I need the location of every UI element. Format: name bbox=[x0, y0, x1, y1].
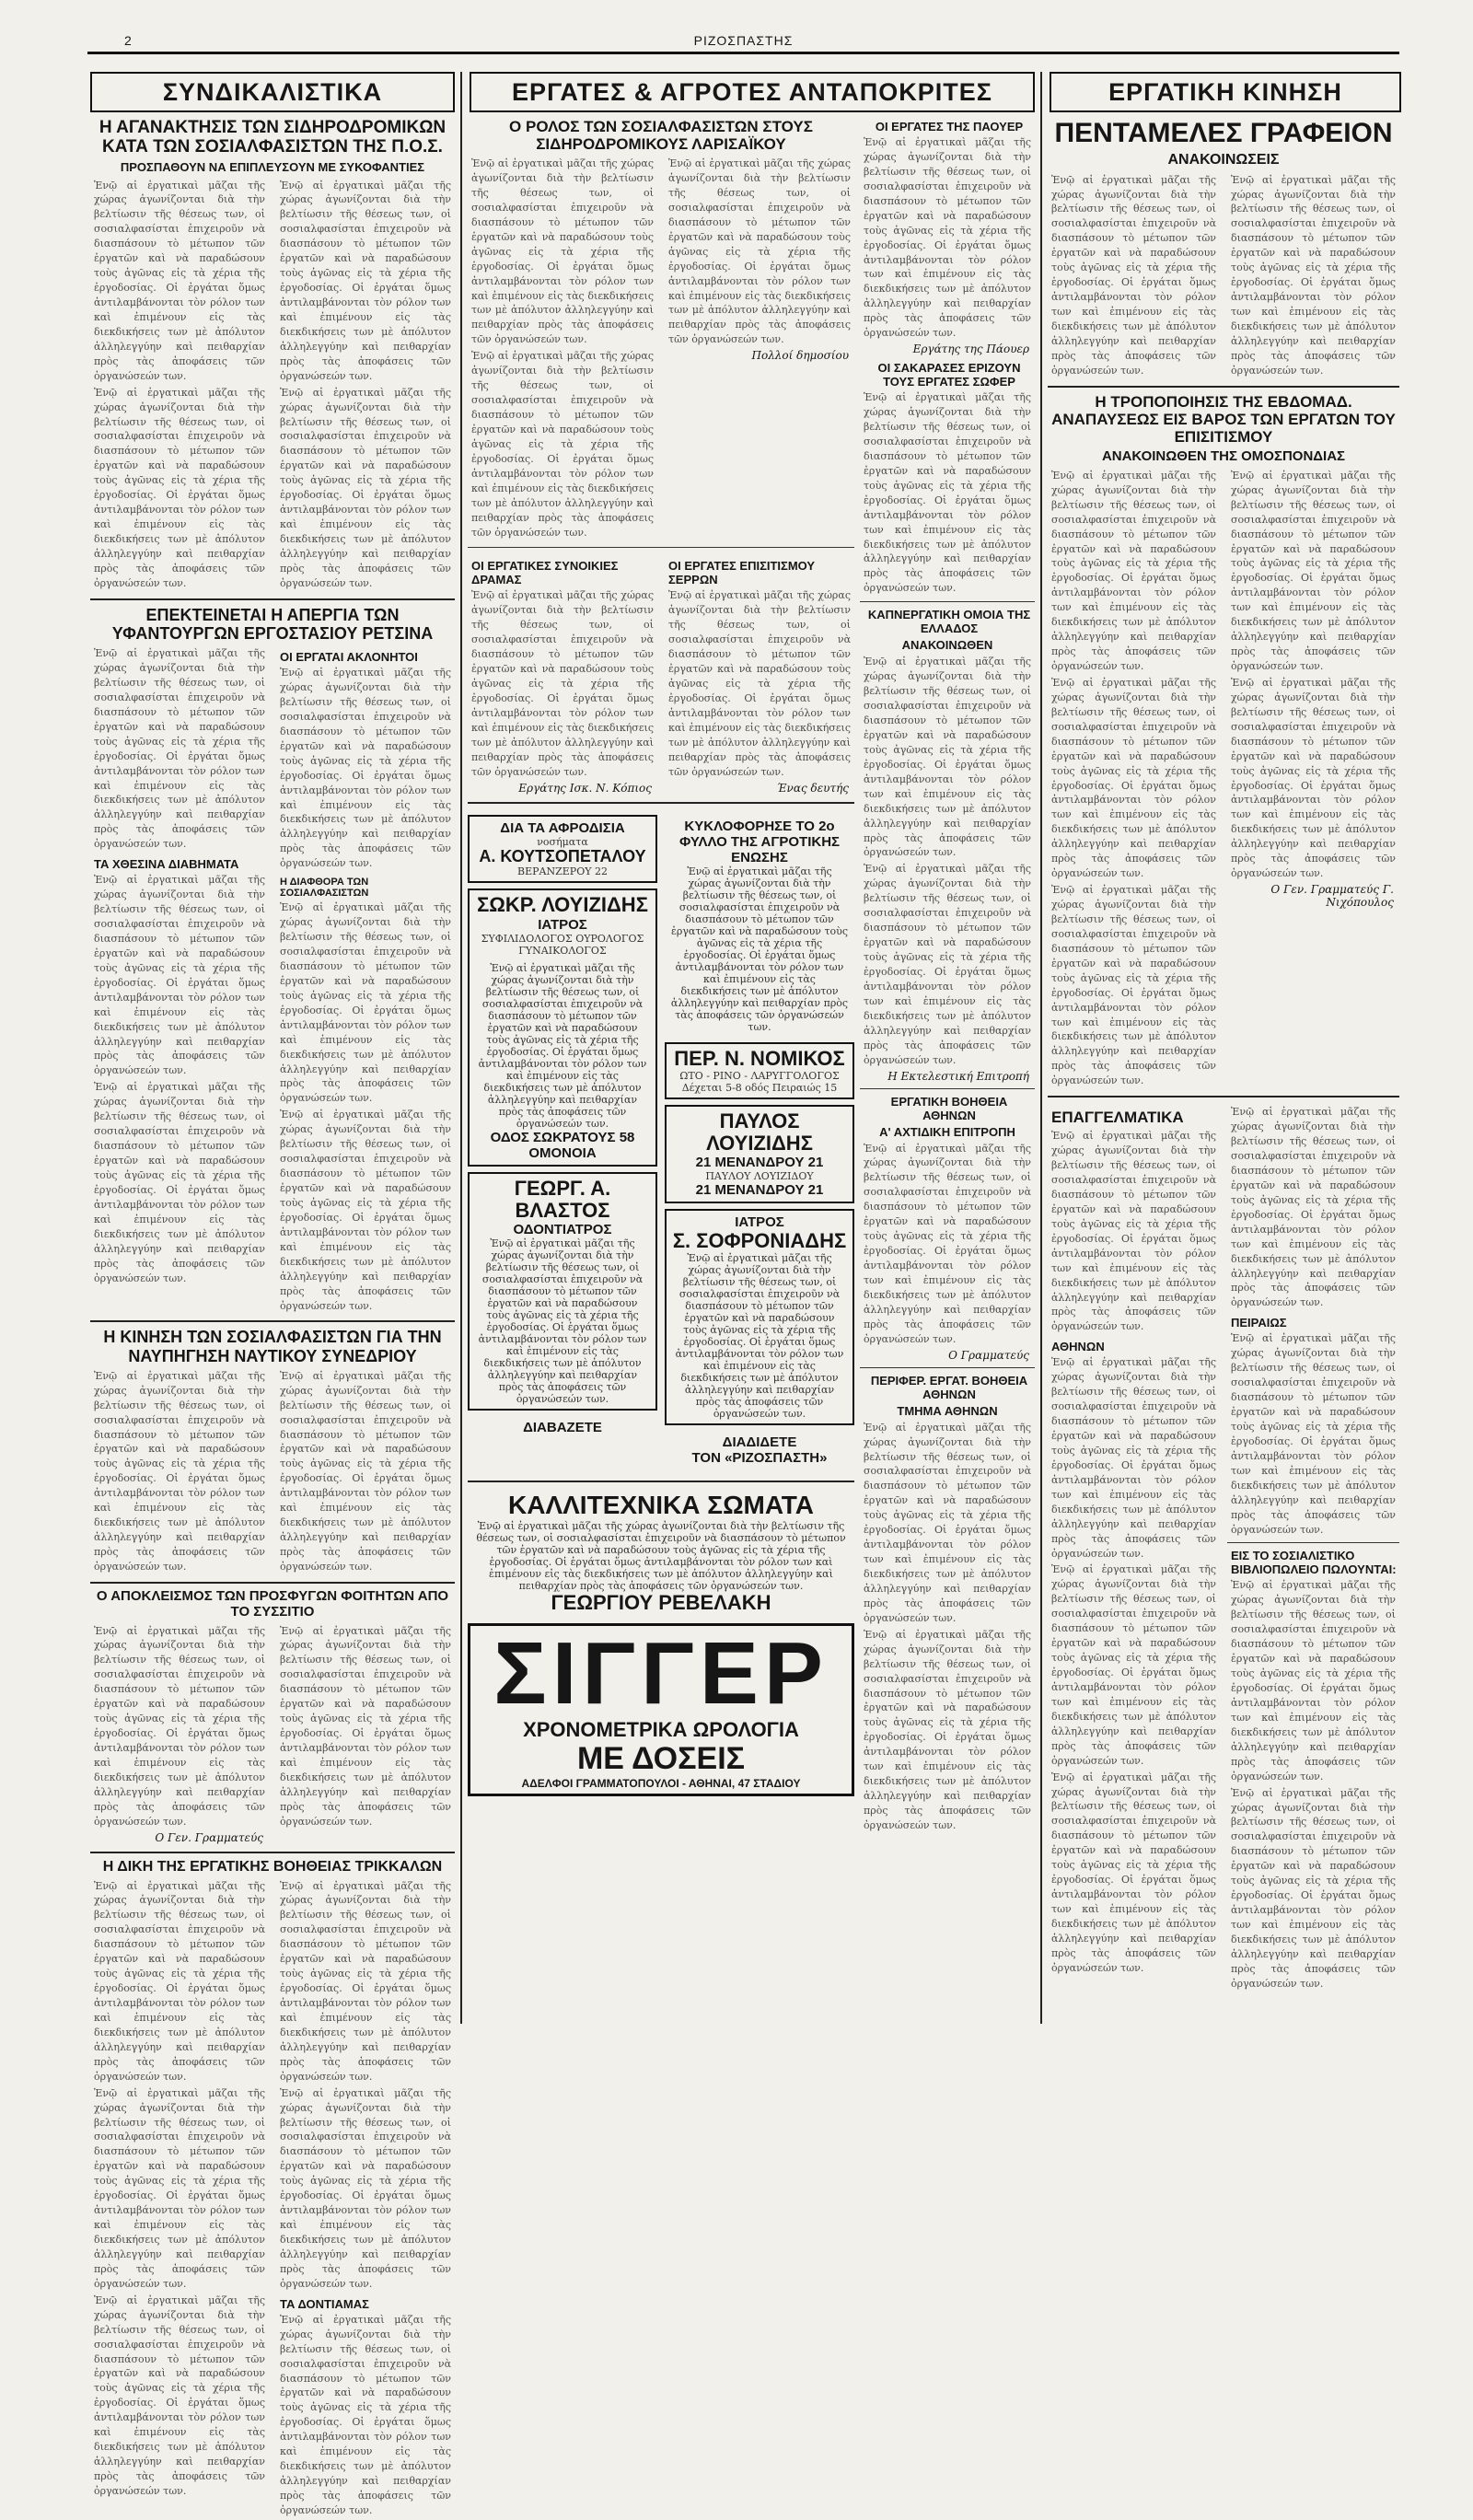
article-body bbox=[90, 1877, 455, 2520]
paragraph: Ἐνῷ αἱ ἐργατικαὶ μᾶζαι τῆς χώρας ἀγωνίζονται διὰ τὴν βελτίωσιν τῆς θέσεως των, οἱ σοσιαλφασίσται ἐπιχειροῦν νὰ διασπάσουν τὸ μέτωπον τῶν ἐργατῶν καὶ νὰ παραδώσουν τοὺς ἀγῶνας εἰς τὰ χέρια τῆς ἐργοδοσίας. Οἱ ἐργάται ὅμως ἀντιλαμβάνονται τὸν ρόλον των καὶ ἐπιμένουν εἰς τὰς διεκδικήσεις των μὲ ἀπόλυτον ἀλληλεγγύην καὶ πειθαρχίαν πρὸς τὰς ἀποφάσεις τῶν ὀργανώσεών των. bbox=[94, 647, 265, 851]
ad-text: ΔΙΑΒΑΖΕΤΕ bbox=[523, 1419, 602, 1435]
signature: Πολλοί δημοσίου bbox=[751, 349, 849, 363]
paragraph: Ἐνῷ αἱ ἐργατικαὶ μᾶζαι τῆς χώρας ἀγωνίζονται διὰ τὴν βελτίωσιν τῆς θέσεως των, οἱ σοσιαλφασίσται ἐπιχειροῦν νὰ διασπάσουν τὸ μέτωπον τῶν ἐργατῶν καὶ νὰ παραδώσουν τοὺς ἀγῶνας εἰς τὰ χέρια τῆς ἐργοδοσίας. Οἱ ἐργάται ὅμως ἀντιλαμβάνονται τὸν ρόλον των καὶ ἐπιμένουν εἰς τὰς διεκδικήσεις των μὲ ἀπόλυτον ἀλληλεγγύην καὶ πειθαρχίαν πρὸς τὰς ἀποφάσεις τῶν ὀργανώσεών των. bbox=[94, 2086, 265, 2290]
divider bbox=[468, 802, 854, 804]
paragraph: Ἐνῷ αἱ ἐργατικαὶ μᾶζαι τῆς χώρας ἀγωνίζονται διὰ τὴν βελτίωσιν τῆς θέσεως των, οἱ σοσιαλφασίσται ἐπιχειροῦν νὰ διασπάσουν τὸ μέτωπον τῶν ἐργατῶν καὶ νὰ παραδώσουν τοὺς ἀγῶνας εἰς τὰ χέρια τῆς ἐργοδοσίας. Οἱ ἐργάται ὅμως ἀντιλαμβάνονται τὸν ρόλον των καὶ ἐπιμένουν εἰς τὰς διεκδικήσεις των μὲ ἀπόλυτον ἀλληλεγγύην καὶ πειθαρχίαν πρὸς τὰς ἀποφάσεις τῶν ὀργανώσεών των. bbox=[1051, 1356, 1216, 1560]
article-body bbox=[90, 645, 455, 1315]
paragraph: Ἐνῷ αἱ ἐργατικαὶ μᾶζαι τῆς χώρας ἀγωνίζονται διὰ τὴν βελτίωσιν τῆς θέσεως των, οἱ σοσιαλφασίσται ἐπιχειροῦν νὰ διασπάσουν τὸ μέτωπον τῶν ἐργατῶν καὶ νὰ παραδώσουν τοὺς ἀγῶνας εἰς τὰ χέρια τῆς ἐργοδοσίας. Οἱ ἐργάται ὅμως ἀντιλαμβάνονται τὸν ρόλον των καὶ ἐπιμένουν εἰς τὰς διεκδικήσεις των μὲ ἀπόλυτον ἀλληλεγγύην καὶ πειθαρχίαν πρὸς τὰς ἀποφάσεις τῶν ὀργανώσεών των. bbox=[471, 589, 654, 778]
paragraph: Ἐνῷ αἱ ἐργατικαὶ μᾶζαι τῆς χώρας ἀγωνίζονται διὰ τὴν βελτίωσιν τῆς θέσεως των, οἱ σοσιαλφασίσται ἐπιχειροῦν νὰ διασπάσουν τὸ μέτωπον τῶν ἐργατῶν καὶ νὰ παραδώσουν τοὺς ἀγῶνας εἰς τὰ χέρια τῆς ἐργοδοσίας. Οἱ ἐργάται ὅμως ἀντιλαμβάνονται τὸν ρόλον των καὶ ἐπιμένουν εἰς τὰς διεκδικήσεις των μὲ ἀπόλυτον ἀλληλεγγύην καὶ πειθαρχίαν πρὸς τὰς ἀποφάσεις τῶν ὀργανώσεών των. bbox=[864, 1421, 1031, 1624]
section-header-kinisi: ΕΡΓΑΤΙΚΗ ΚΙΝΗΣΗ bbox=[1050, 72, 1401, 112]
article-body bbox=[468, 155, 854, 541]
singer-advertisement bbox=[468, 1623, 854, 1795]
paragraph: Ἐνῷ αἱ ἐργατικαὶ μᾶζαι τῆς χώρας ἀγωνίζονται διὰ τὴν βελτίωσιν τῆς θέσεως των, οἱ σοσιαλφασίσται ἐπιχειροῦν νὰ διασπάσουν τὸ μέτωπον τῶν ἐργατῶν καὶ νὰ παραδώσουν τοὺς ἀγῶνας εἰς τὰ χέρια τῆς ἐργοδοσίας. Οἱ ἐργάται ὅμως ἀντιλαμβάνονται τὸν ρόλον των καὶ ἐπιμένουν εἰς τὰς διεκδικήσεις των μὲ ἀπόλυτον ἀλληλεγγύην καὶ πειθαρχίαν πρὸς τὰς ἀποφάσεις τῶν ὀργανώσεών των. bbox=[94, 2294, 265, 2497]
column-2 bbox=[468, 114, 854, 2020]
article-subtitle: ΑΝΑΚΟΙΝΩΘΕΝ bbox=[901, 638, 993, 653]
article-title: ΕΠΑΓΓΕΛΜΑΤΙΚΑ bbox=[1051, 1109, 1184, 1127]
article-body bbox=[1048, 171, 1399, 380]
article-pair bbox=[468, 553, 854, 795]
advertisement bbox=[468, 1488, 854, 1618]
page-number: 2 bbox=[124, 33, 132, 48]
paragraph: Ἐνῷ αἱ ἐργατικαὶ μᾶζαι τῆς χώρας ἀγωνίζονται διὰ τὴν βελτίωσιν τῆς θέσεως των, οἱ σοσιαλφασίσται ἐπιχειροῦν νὰ διασπάσουν τὸ μέτωπον τῶν ἐργατῶν καὶ νὰ παραδώσουν τοὺς ἀγῶνας εἰς τὰ χέρια τῆς ἐργοδοσίας. Οἱ ἐργάται ὅμως ἀντιλαμβάνονται τὸν ρόλον των καὶ ἐπιμένουν εἰς τὰς διεκδικήσεις των μὲ ἀπόλυτον ἀλληλεγγύην καὶ πειθαρχίαν πρὸς τὰς ἀποφάσεις τῶν ὀργανώσεών των. bbox=[864, 863, 1031, 1066]
ad-address: Δέχεται 5-8 οδός Πειραιώς 15 bbox=[681, 1081, 838, 1094]
ad-text: Ἐνῷ αἱ ἐργατικαὶ μᾶζαι τῆς χώρας ἀγωνίζονται διὰ τὴν βελτίωσιν τῆς θέσεως των, οἱ σοσιαλφασίσται ἐπιχειροῦν νὰ διασπάσουν τὸ μέτωπον τῶν ἐργατῶν καὶ νὰ παραδώσουν τοὺς ἀγῶνας εἰς τὰ χέρια τῆς ἐργοδοσίας. Οἱ ἐργάται ὅμως ἀντιλαμβάνονται τὸν ρόλον των καὶ ἐπιμένουν εἰς τὰς διεκδικήσεις των μὲ ἀπόλυτον ἀλληλεγγύην καὶ πειθαρχίαν πρὸς τὰς ἀποφάσεις τῶν ὀργανώσεών των. bbox=[675, 1252, 844, 1421]
article-title: ΠΕΝΤΑΜΕΛΕΣ ΓΡΑΦΕΙΟΝ bbox=[1054, 118, 1393, 148]
ad-text: Ἐνῷ αἱ ἐργατικαὶ μᾶζαι τῆς χώρας ἀγωνίζονται διὰ τὴν βελτίωσιν τῆς θέσεως των, οἱ σοσιαλφασίσται ἐπιχειροῦν νὰ διασπάσουν τὸ μέτωπον τῶν ἐργατῶν καὶ νὰ παραδώσουν τοὺς ἀγῶνας εἰς τὰ χέρια τῆς ἐργοδοσίας. Οἱ ἐργάται ὅμως ἀντιλαμβάνονται τὸν ρόλον των καὶ ἐπιμένουν εἰς τὰς διεκδικήσεις των μὲ ἀπόλυτον ἀλληλεγγύην καὶ πειθαρχίαν πρὸς τὰς ἀποφάσεις τῶν ὀργανώσεών των. bbox=[670, 865, 849, 1033]
ad-text: ΔΙΑΔΙΔΕΤΕ bbox=[722, 1434, 797, 1451]
paragraph: Ἐνῷ αἱ ἐργατικαὶ μᾶζαι τῆς χώρας ἀγωνίζονται διὰ τὴν βελτίωσιν τῆς θέσεως των, οἱ σοσιαλφασίσται ἐπιχειροῦν νὰ διασπάσουν τὸ μέτωπον τῶν ἐργατῶν καὶ νὰ παραδώσουν τοὺς ἀγῶνας εἰς τὰ χέρια τῆς ἐργοδοσίας. Οἱ ἐργάται ὅμως ἀντιλαμβάνονται τὸν ρόλον των καὶ ἐπιμένουν εἰς τὰς διεκδικήσεις των μὲ ἀπόλυτον ἀλληλεγγύην καὶ πειθαρχίαν πρὸς τὰς ἀποφάσεις τῶν ὀργανώσεών των. bbox=[1231, 1106, 1396, 1309]
divider bbox=[860, 601, 1035, 602]
paragraph: Ἐνῷ αἱ ἐργατικαὶ μᾶζαι τῆς χώρας ἀγωνίζονται διὰ τὴν βελτίωσιν τῆς θέσεως των, οἱ σοσιαλφασίσται ἐπιχειροῦν νὰ διασπάσουν τὸ μέτωπον τῶν ἐργατῶν καὶ νὰ παραδώσουν τοὺς ἀγῶνας εἰς τὰ χέρια τῆς ἐργοδοσίας. Οἱ ἐργάται ὅμως ἀντιλαμβάνονται τὸν ρόλον των καὶ ἐπιμένουν εἰς τὰς διεκδικήσεις των μὲ ἀπόλυτον ἀλληλεγγύην καὶ πειθαρχίαν πρὸς τὰς ἀποφάσεις τῶν ὀργανώσεών των. bbox=[280, 901, 451, 1105]
article-title: ΕΠΕΚΤΕΙΝΕΤΑΙ Η ΑΠΕΡΓΙΑ ΤΩΝ ΥΦΑΝΤΟΥΡΓΩΝ ΕΡΓΟΣΤΑΣΙΟΥ ΡΕΤΣΙΝΑ bbox=[111, 605, 434, 643]
section-subheading: ΠΕΙΡΑΙΩΣ bbox=[1231, 1316, 1287, 1330]
signature: Η Εκτελεστική Επιτροπή bbox=[887, 1069, 1029, 1083]
article-title: ΟΙ ΕΡΓΑΤΕΣ ΕΠΙΣΙΤΙΣΜΟΥ ΣΕΡΡΩΝ bbox=[668, 559, 816, 587]
ad-address: 21 ΜΕΝΑΝΔΡΟΥ 21 bbox=[695, 1182, 824, 1199]
paragraph: Ἐνῷ αἱ ἐργατικαὶ μᾶζαι τῆς χώρας ἀγωνίζονται διὰ τὴν βελτίωσιν τῆς θέσεως των, οἱ σοσιαλφασίσται ἐπιχειροῦν νὰ διασπάσουν τὸ μέτωπον τῶν ἐργατῶν καὶ νὰ παραδώσουν τοὺς ἀγῶνας εἰς τὰ χέρια τῆς ἐργοδοσίας. Οἱ ἐργάται ὅμως ἀντιλαμβάνονται τὸν ρόλον των καὶ ἐπιμένουν εἰς τὰς διεκδικήσεις των μὲ ἀπόλυτον ἀλληλεγγύην καὶ πειθαρχίαν πρὸς τὰς ἀποφάσεις τῶν ὀργανώσεών των. bbox=[280, 2086, 451, 2290]
ad-heading: ΚΑΛΛΙΤΕΧΝΙΚΑ ΣΩΜΑΤΑ bbox=[508, 1491, 814, 1520]
article-title: ΚΑΠΝΕΡΓΑΤΙΚΗ ΟΜΟΙΑ ΤΗΣ ΕΛΛΑΔΟΣ bbox=[867, 608, 1031, 636]
paragraph: Ἐνῷ αἱ ἐργατικαὶ μᾶζαι τῆς χώρας ἀγωνίζονται διὰ τὴν βελτίωσιν τῆς θέσεως των, οἱ σοσιαλφασίσται ἐπιχειροῦν νὰ διασπάσουν τὸ μέτωπον τῶν ἐργατῶν καὶ νὰ παραδώσουν τοὺς ἀγῶνας εἰς τὰ χέρια τῆς ἐργοδοσίας. Οἱ ἐργάται ὅμως ἀντιλαμβάνονται τὸν ρόλον των καὶ ἐπιμένουν εἰς τὰς διεκδικήσεις των μὲ ἀπόλυτον ἀλληλεγγύην καὶ πειθαρχίαν πρὸς τὰς ἀποφάσεις τῶν ὀργανώσεών των. bbox=[280, 386, 451, 589]
article-title: ΕΡΓΑΤΙΚΗ ΒΟΗΘΕΙΑ ΑΘΗΝΩΝ bbox=[890, 1094, 1008, 1122]
column-1 bbox=[90, 114, 455, 2516]
ad-text: Ἐνῷ αἱ ἐργατικαὶ μᾶζαι τῆς χώρας ἀγωνίζονται διὰ τὴν βελτίωσιν τῆς θέσεως των, οἱ σοσιαλφασίσται ἐπιχειροῦν νὰ διασπάσουν τὸ μέτωπον τῶν ἐργατῶν καὶ νὰ παραδώσουν τοὺς ἀγῶνας εἰς τὰ χέρια τῆς ἐργοδοσίας. Οἱ ἐργάται ὅμως ἀντιλαμβάνονται τὸν ρόλον των καὶ ἐπιμένουν εἰς τὰς διεκδικήσεις των μὲ ἀπόλυτον ἀλληλεγγύην καὶ πειθαρχίαν πρὸς τὰς ἀποφάσεις τῶν ὀργανώσεών των. bbox=[476, 1520, 846, 1593]
ad-name: Α. ΚΟΥΤΣΟΠΕΤΑΛΟΥ bbox=[479, 846, 646, 865]
paragraph: Ἐνῷ αἱ ἐργατικαὶ μᾶζαι τῆς χώρας ἀγωνίζονται διὰ τὴν βελτίωσιν τῆς θέσεως των, οἱ σοσιαλφασίσται ἐπιχειροῦν νὰ διασπάσουν τὸ μέτωπον τῶν ἐργατῶν καὶ νὰ παραδώσουν τοὺς ἀγῶνας εἰς τὰ χέρια τῆς ἐργοδοσίας. Οἱ ἐργάται ὅμως ἀντιλαμβάνονται τὸν ρόλον των καὶ ἐπιμένουν εἰς τὰς διεκδικήσεις των μὲ ἀπόλυτον ἀλληλεγγύην καὶ πειθαρχίαν πρὸς τὰς ἀποφάσεις τῶν ὀργανώσεών των. bbox=[471, 350, 654, 539]
column-3 bbox=[860, 114, 1035, 2020]
brand-wordmark: ΣΙΓΓΕΡ bbox=[493, 1624, 829, 1724]
ad-text: ΜΕ ΔΟΣΕΙΣ bbox=[576, 1741, 746, 1777]
ad-name: ΠΑΥΛΟΣ ΛΟΥΙΖΙΔΗΣ bbox=[706, 1109, 813, 1155]
signature: Ο Γεν. Γραμματεύς Γ. Νιχόπουλος bbox=[1270, 883, 1394, 910]
newspaper-title: ΡΙΖΟΣΠΑΣΤΗΣ bbox=[693, 33, 794, 48]
paragraph: Ἐνῷ αἱ ἐργατικαὶ μᾶζαι τῆς χώρας ἀγωνίζονται διὰ τὴν βελτίωσιν τῆς θέσεως των, οἱ σοσιαλφασίσται ἐπιχειροῦν νὰ διασπάσουν τὸ μέτωπον τῶν ἐργατῶν καὶ νὰ παραδώσουν τοὺς ἀγῶνας εἰς τὰ χέρια τῆς ἐργοδοσίας. Οἱ ἐργάται ὅμως ἀντιλαμβάνονται τὸν ρόλον των καὶ ἐπιμένουν εἰς τὰς διεκδικήσεις των μὲ ἀπόλυτον ἀλληλεγγύην καὶ πειθαρχίαν πρὸς τὰς ἀποφάσεις τῶν ὀργανώσεών των. bbox=[280, 1624, 451, 1828]
paragraph: Ἐνῷ αἱ ἐργατικαὶ μᾶζαι τῆς χώρας ἀγωνίζονται διὰ τὴν βελτίωσιν τῆς θέσεως των, οἱ σοσιαλφασίσται ἐπιχειροῦν νὰ διασπάσουν τὸ μέτωπον τῶν ἐργατῶν καὶ νὰ παραδώσουν τοὺς ἀγῶνας εἰς τὰ χέρια τῆς ἐργοδοσίας. Οἱ ἐργάται ὅμως ἀντιλαμβάνονται τὸν ρόλον των καὶ ἐπιμένουν εἰς τὰς διεκδικήσεις των μὲ ἀπόλυτον ἀλληλεγγύην καὶ πειθαρχίαν πρὸς τὰς ἀποφάσεις τῶν ὀργανώσεών των. bbox=[280, 1369, 451, 1573]
section-subheading: Η ΔΙΑΦΘΟΡΑ ΤΩΝ ΣΟΣΙΑΛΦΑΣΙΣΤΩΝ bbox=[280, 877, 369, 900]
divider bbox=[90, 1320, 455, 1322]
paragraph: Ἐνῷ αἱ ἐργατικαὶ μᾶζαι τῆς χώρας ἀγωνίζονται διὰ τὴν βελτίωσιν τῆς θέσεως των, οἱ σοσιαλφασίσται ἐπιχειροῦν νὰ διασπάσουν τὸ μέτωπον τῶν ἐργατῶν καὶ νὰ παραδώσουν τοὺς ἀγῶνας εἰς τὰ χέρια τῆς ἐργοδοσίας. Οἱ ἐργάται ὅμως ἀντιλαμβάνονται τὸν ρόλον των καὶ ἐπιμένουν εἰς τὰς διεκδικήσεις των μὲ ἀπόλυτον ἀλληλεγγύην καὶ πειθαρχίαν πρὸς τὰς ἀποφάσεις τῶν ὀργανώσεών των. bbox=[94, 1081, 265, 1284]
paragraph: Ἐνῷ αἱ ἐργατικαὶ μᾶζαι τῆς χώρας ἀγωνίζονται διὰ τὴν βελτίωσιν τῆς θέσεως των, οἱ σοσιαλφασίσται ἐπιχειροῦν νὰ διασπάσουν τὸ μέτωπον τῶν ἐργατῶν καὶ νὰ παραδώσουν τοὺς ἀγῶνας εἰς τὰ χέρια τῆς ἐργοδοσίας. Οἱ ἐργάται ὅμως ἀντιλαμβάνονται τὸν ρόλον των καὶ ἐπιμένουν εἰς τὰς διεκδικήσεις των μὲ ἀπόλυτον ἀλληλεγγύην καὶ πειθαρχίαν πρὸς τὰς ἀποφάσεις τῶν ὀργανώσεών των. bbox=[280, 179, 451, 382]
section-subheading: ΟΙ ΕΡΓΑΤΑΙ ΑΚΛΟΝΗΤΟΙ bbox=[280, 650, 418, 665]
paragraph: Ἐνῷ αἱ ἐργατικαὶ μᾶζαι τῆς χώρας ἀγωνίζονται διὰ τὴν βελτίωσιν τῆς θέσεως των, οἱ σοσιαλφασίσται ἐπιχειροῦν νὰ διασπάσουν τὸ μέτωπον τῶν ἐργατῶν καὶ νὰ παραδώσουν τοὺς ἀγῶνας εἰς τὰ χέρια τῆς ἐργοδοσίας. Οἱ ἐργάται ὅμως ἀντιλαμβάνονται τὸν ρόλον των καὶ ἐπιμένουν εἰς τὰς διεκδικήσεις των μὲ ἀπόλυτον ἀλληλεγγύην καὶ πειθαρχίαν πρὸς τὰς ἀποφάσεις τῶν ὀργανώσεών των. bbox=[864, 1142, 1031, 1345]
ad-name: ΓΕΩΡΓ. Α. ΒΛΑΣΤΟΣ bbox=[514, 1176, 611, 1222]
advertisement bbox=[468, 1172, 657, 1411]
paragraph: Ἐνῷ αἱ ἐργατικαὶ μᾶζαι τῆς χώρας ἀγωνίζονται διὰ τὴν βελτίωσιν τῆς θέσεως των, οἱ σοσιαλφασίσται ἐπιχειροῦν νὰ διασπάσουν τὸ μέτωπον τῶν ἐργατῶν καὶ νὰ παραδώσουν τοὺς ἀγῶνας εἰς τὰ χέρια τῆς ἐργοδοσίας. Οἱ ἐργάται ὅμως ἀντιλαμβάνονται τὸν ρόλον των καὶ ἐπιμένουν εἰς τὰς διεκδικήσεις των μὲ ἀπόλυτον ἀλληλεγγύην καὶ πειθαρχίαν πρὸς τὰς ἀποφάσεις τῶν ὀργανώσεών των. bbox=[864, 391, 1031, 595]
divider bbox=[860, 1367, 1035, 1368]
ad-address: 21 ΜΕΝΑΝΔΡΟΥ 21 bbox=[695, 1155, 824, 1171]
ad-heading: ΚΥΚΛΟΦΟΡΗΣΕ ΤΟ 2ο ΦΥΛΛΟ ΤΗΣ ΑΓΡΟΤΙΚΗΣ ΕΝΩΣΗΣ bbox=[679, 818, 841, 865]
paragraph: Ἐνῷ αἱ ἐργατικαὶ μᾶζαι τῆς χώρας ἀγωνίζονται διὰ τὴν βελτίωσιν τῆς θέσεως των, οἱ σοσιαλφασίσται ἐπιχειροῦν νὰ διασπάσουν τὸ μέτωπον τῶν ἐργατῶν καὶ νὰ παραδώσουν τοὺς ἀγῶνας εἰς τὰ χέρια τῆς ἐργοδοσίας. Οἱ ἐργάται ὅμως ἀντιλαμβάνονται τὸν ρόλον των καὶ ἐπιμένουν εἰς τὰς διεκδικήσεις των μὲ ἀπόλυτον ἀλληλεγγύην καὶ πειθαρχίαν πρὸς τὰς ἀποφάσεις τῶν ὀργανώσεών των. bbox=[1231, 173, 1396, 377]
paragraph: Ἐνῷ αἱ ἐργατικαὶ μᾶζαι τῆς χώρας ἀγωνίζονται διὰ τὴν βελτίωσιν τῆς θέσεως των, οἱ σοσιαλφασίσται ἐπιχειροῦν νὰ διασπάσουν τὸ μέτωπον τῶν ἐργατῶν καὶ νὰ παραδώσουν τοὺς ἀγῶνας εἰς τὰ χέρια τῆς ἐργοδοσίας. Οἱ ἐργάται ὅμως ἀντιλαμβάνονται τὸν ρόλον των καὶ ἐπιμένουν εἰς τὰς διεκδικήσεις των μὲ ἀπόλυτον ἀλληλεγγύην καὶ πειθαρχίαν πρὸς τὰς ἀποφάσεις τῶν ὀργανώσεών των. bbox=[1051, 1771, 1216, 1974]
advertisement bbox=[665, 1209, 854, 1425]
article-title: Ο ΡΟΛΟΣ ΤΩΝ ΣΟΣΙΑΛΦΑΣΙΣΤΩΝ ΣΤΟΥΣ ΣΙΔΗΡΟΔΡΟΜΙΚΟΥΣ ΛΑΡΙΣΑΪΚΟΥ bbox=[509, 118, 813, 154]
divider bbox=[90, 1852, 455, 1853]
advertisement bbox=[665, 815, 854, 1037]
ad-text: ΤΟΝ «ΡΙΖΟΣΠΑΣΤΗ» bbox=[691, 1450, 828, 1467]
divider bbox=[90, 1582, 455, 1584]
section-header-ergates: ΕΡΓΑΤΕΣ & ΑΓΡΟΤΕΣ ΑΝΤΑΠΟΚΡΙΤΕΣ bbox=[470, 72, 1035, 112]
paragraph: Ἐνῷ αἱ ἐργατικαὶ μᾶζαι τῆς χώρας ἀγωνίζονται διὰ τὴν βελτίωσιν τῆς θέσεως των, οἱ σοσιαλφασίσται ἐπιχειροῦν νὰ διασπάσουν τὸ μέτωπον τῶν ἐργατῶν καὶ νὰ παραδώσουν τοὺς ἀγῶνας εἰς τὰ χέρια τῆς ἐργοδοσίας. Οἱ ἐργάται ὅμως ἀντιλαμβάνονται τὸν ρόλον των καὶ ἐπιμένουν εἰς τὰς διεκδικήσεις των μὲ ἀπόλυτον ἀλληλεγγύην καὶ πειθαρχίαν πρὸς τὰς ἀποφάσεις τῶν ὀργανώσεών των. bbox=[1231, 1332, 1396, 1536]
paragraph: Ἐνῷ αἱ ἐργατικαὶ μᾶζαι τῆς χώρας ἀγωνίζονται διὰ τὴν βελτίωσιν τῆς θέσεως των, οἱ σοσιαλφασίσται ἐπιχειροῦν νὰ διασπάσουν τὸ μέτωπον τῶν ἐργατῶν καὶ νὰ παραδώσουν τοὺς ἀγῶνας εἰς τὰ χέρια τῆς ἐργοδοσίας. Οἱ ἐργάται ὅμως ἀντιλαμβάνονται τὸν ρόλον των καὶ ἐπιμένουν εἰς τὰς διεκδικήσεις των μὲ ἀπόλυτον ἀλληλεγγύην καὶ πειθαρχίαν πρὸς τὰς ἀποφάσεις τῶν ὀργανώσεών των. bbox=[94, 386, 265, 589]
paragraph: Ἐνῷ αἱ ἐργατικαὶ μᾶζαι τῆς χώρας ἀγωνίζονται διὰ τὴν βελτίωσιν τῆς θέσεως των, οἱ σοσιαλφασίσται ἐπιχειροῦν νὰ διασπάσουν τὸ μέτωπον τῶν ἐργατῶν καὶ νὰ παραδώσουν τοὺς ἀγῶνας εἰς τὰ χέρια τῆς ἐργοδοσίας. Οἱ ἐργάται ὅμως ἀντιλαμβάνονται τὸν ρόλον των καὶ ἐπιμένουν εἰς τὰς διεκδικήσεις των μὲ ἀπόλυτον ἀλληλεγγύην καὶ πειθαρχίαν πρὸς τὰς ἀποφάσεις τῶν ὀργανώσεών των. bbox=[1051, 676, 1216, 880]
divider bbox=[468, 547, 854, 548]
paragraph: Ἐνῷ αἱ ἐργατικαὶ μᾶζαι τῆς χώρας ἀγωνίζονται διὰ τὴν βελτίωσιν τῆς θέσεως των, οἱ σοσιαλφασίσται ἐπιχειροῦν νὰ διασπάσουν τὸ μέτωπον τῶν ἐργατῶν καὶ νὰ παραδώσουν τοὺς ἀγῶνας εἰς τὰ χέρια τῆς ἐργοδοσίας. Οἱ ἐργάται ὅμως ἀντιλαμβάνονται τὸν ρόλον των καὶ ἐπιμένουν εἰς τὰς διεκδικήσεις των μὲ ἀπόλυτον ἀλληλεγγύην καὶ πειθαρχίαν πρὸς τὰς ἀποφάσεις τῶν ὀργανώσεών των. bbox=[280, 1879, 451, 2083]
ad-name: ΠΕΡ. Ν. ΝΟΜΙΚΟΣ bbox=[674, 1046, 845, 1070]
section-header-syndikalistika: ΣΥΝΔΙΚΑΛΙΣΤΙΚΑ bbox=[90, 72, 455, 112]
paragraph: Ἐνῷ αἱ ἐργατικαὶ μᾶζαι τῆς χώρας ἀγωνίζονται διὰ τὴν βελτίωσιν τῆς θέσεως των, οἱ σοσιαλφασίσται ἐπιχειροῦν νὰ διασπάσουν τὸ μέτωπον τῶν ἐργατῶν καὶ νὰ παραδώσουν τοὺς ἀγῶνας εἰς τὰ χέρια τῆς ἐργοδοσίας. Οἱ ἐργάται ὅμως ἀντιλαμβάνονται τὸν ρόλον των καὶ ἐπιμένουν εἰς τὰς διεκδικήσεις των μὲ ἀπόλυτον ἀλληλεγγύην καὶ πειθαρχίαν πρὸς τὰς ἀποφάσεις τῶν ὀργανώσεών των. bbox=[668, 589, 851, 778]
paragraph: Ἐνῷ αἱ ἐργατικαὶ μᾶζαι τῆς χώρας ἀγωνίζονται διὰ τὴν βελτίωσιν τῆς θέσεως των, οἱ σοσιαλφασίσται ἐπιχειροῦν νὰ διασπάσουν τὸ μέτωπον τῶν ἐργατῶν καὶ νὰ παραδώσουν τοὺς ἀγῶνας εἰς τὰ χέρια τῆς ἐργοδοσίας. Οἱ ἐργάται ὅμως ἀντιλαμβάνονται τὸν ρόλον των καὶ ἐπιμένουν εἰς τὰς διεκδικήσεις των μὲ ἀπόλυτον ἀλληλεγγύην καὶ πειθαρχίαν πρὸς τὰς ἀποφάσεις τῶν ὀργανώσεών των. bbox=[864, 656, 1031, 859]
paragraph: Ἐνῷ αἱ ἐργατικαὶ μᾶζαι τῆς χώρας ἀγωνίζονται διὰ τὴν βελτίωσιν τῆς θέσεως των, οἱ σοσιαλφασίσται ἐπιχειροῦν νὰ διασπάσουν τὸ μέτωπον τῶν ἐργατῶν καὶ νὰ παραδώσουν τοὺς ἀγῶνας εἰς τὰ χέρια τῆς ἐργοδοσίας. Οἱ ἐργάται ὅμως ἀντιλαμβάνονται τὸν ρόλον των καὶ ἐπιμένουν εἰς τὰς διεκδικήσεις των μὲ ἀπόλυτον ἀλληλεγγύην καὶ πειθαρχίαν πρὸς τὰς ἀποφάσεις τῶν ὀργανώσεών των. bbox=[94, 1369, 265, 1573]
signature: Ένας δευτής bbox=[776, 781, 849, 795]
paragraph: Ἐνῷ αἱ ἐργατικαὶ μᾶζαι τῆς χώρας ἀγωνίζονται διὰ τὴν βελτίωσιν τῆς θέσεως των, οἱ σοσιαλφασίσται ἐπιχειροῦν νὰ διασπάσουν τὸ μέτωπον τῶν ἐργατῶν καὶ νὰ παραδώσουν τοὺς ἀγῶνας εἰς τὰ χέρια τῆς ἐργοδοσίας. Οἱ ἐργάται ὅμως ἀντιλαμβάνονται τὸν ρόλον των καὶ ἐπιμένουν εἰς τὰς διεκδικήσεις των μὲ ἀπόλυτον ἀλληλεγγύην καὶ πειθαρχίαν πρὸς τὰς ἀποφάσεις τῶν ὀργανώσεών των. bbox=[471, 157, 654, 346]
paragraph: Ἐνῷ αἱ ἐργατικαὶ μᾶζαι τῆς χώρας ἀγωνίζονται διὰ τὴν βελτίωσιν τῆς θέσεως των, οἱ σοσιαλφασίσται ἐπιχειροῦν νὰ διασπάσουν τὸ μέτωπον τῶν ἐργατῶν καὶ νὰ παραδώσουν τοὺς ἀγῶνας εἰς τὰ χέρια τῆς ἐργοδοσίας. Οἱ ἐργάται ὅμως ἀντιλαμβάνονται τὸν ρόλον των καὶ ἐπιμένουν εἰς τὰς διεκδικήσεις των μὲ ἀπόλυτον ἀλληλεγγύην καὶ πειθαρχίαν πρὸς τὰς ἀποφάσεις τῶν ὀργανώσεών των. bbox=[1231, 1579, 1396, 1783]
paragraph: Ἐνῷ αἱ ἐργατικαὶ μᾶζαι τῆς χώρας ἀγωνίζονται διὰ τὴν βελτίωσιν τῆς θέσεως των, οἱ σοσιαλφασίσται ἐπιχειροῦν νὰ διασπάσουν τὸ μέτωπον τῶν ἐργατῶν καὶ νὰ παραδώσουν τοὺς ἀγῶνας εἰς τὰ χέρια τῆς ἐργοδοσίας. Οἱ ἐργάται ὅμως ἀντιλαμβάνονται τὸν ρόλον των καὶ ἐπιμένουν εἰς τὰς διεκδικήσεις των μὲ ἀπόλυτον ἀλληλεγγύην καὶ πειθαρχίαν πρὸς τὰς ἀποφάσεις τῶν ὀργανώσεών των. bbox=[1051, 173, 1216, 377]
ad-name: ΓΕΩΡΓΙΟΥ ΡΕΒΕΛΑΚΗ bbox=[551, 1591, 771, 1615]
column-rule bbox=[1040, 72, 1042, 2024]
article-title: ΠΕΡΙΦΕΡ. ΕΡΓΑΤ. ΒΟΗΘΕΙΑ ΑΘΗΝΩΝ bbox=[870, 1373, 1028, 1401]
divider bbox=[468, 1481, 854, 1482]
article-subtitle: ΑΝΑΚΟΙΝΩΣΕΙΣ bbox=[1167, 151, 1280, 168]
advertisement bbox=[665, 1042, 854, 1099]
paragraph: Ἐνῷ αἱ ἐργατικαὶ μᾶζαι τῆς χώρας ἀγωνίζονται διὰ τὴν βελτίωσιν τῆς θέσεως των, οἱ σοσιαλφασίσται ἐπιχειροῦν νὰ διασπάσουν τὸ μέτωπον τῶν ἐργατῶν καὶ νὰ παραδώσουν τοὺς ἀγῶνας εἰς τὰ χέρια τῆς ἐργοδοσίας. Οἱ ἐργάται ὅμως ἀντιλαμβάνονται τὸν ρόλον των καὶ ἐπιμένουν εἰς τὰς διεκδικήσεις των μὲ ἀπόλυτον ἀλληλεγγύην καὶ πειθαρχίαν πρὸς τὰς ἀποφάσεις τῶν ὀργανώσεών των. bbox=[280, 1109, 451, 1312]
article-subtitle: ΑΝΑΚΟΙΝΩΘΕΝ ΤΗΣ ΟΜΟΣΠΟΝΔΙΑΣ bbox=[1101, 447, 1346, 464]
section-subheading: ΑΘΗΝΩΝ bbox=[1051, 1340, 1105, 1354]
ad-text: ΧΡΟΝΟΜΕΤΡΙΚΑ ΩΡΟΛΟΓΙΑ bbox=[523, 1718, 799, 1742]
article-subtitle: Α' ΑΧΤΙΔΙΚΗ ΕΠΙΤΡΟΠΗ bbox=[879, 1124, 1015, 1139]
ad-text: Ἐνῷ αἱ ἐργατικαὶ μᾶζαι τῆς χώρας ἀγωνίζονται διὰ τὴν βελτίωσιν τῆς θέσεως των, οἱ σοσιαλφασίσται ἐπιχειροῦν νὰ διασπάσουν τὸ μέτωπον τῶν ἐργατῶν καὶ νὰ παραδώσουν τοὺς ἀγῶνας εἰς τὰ χέρια τῆς ἐργοδοσίας. Οἱ ἐργάται ὅμως ἀντιλαμβάνονται τὸν ρόλον των καὶ ἐπιμένουν εἰς τὰς διεκδικήσεις των μὲ ἀπόλυτον ἀλληλεγγύην καὶ πειθαρχίαν πρὸς τὰς ἀποφάσεις τῶν ὀργανώσεών των. bbox=[478, 1237, 647, 1405]
ad-address: ΑΔΕΛΦΟΙ ΓΡΑΜΜΑΤΟΠΟΥΛΟΙ - ΑΘΗΝΑΙ, 47 ΣΤΑΔΙΟΥ bbox=[521, 1776, 801, 1790]
ads-block bbox=[468, 809, 854, 1476]
ad-name: ΣΩΚΡ. ΛΟΥΙΖΙΔΗΣ bbox=[477, 893, 648, 917]
article-title: ΟΙ ΕΡΓΑΤΕΣ ΤΗΣ ΠΑΟΥΕΡ bbox=[875, 120, 1024, 134]
section-subheading: ΤΑ ΔΟΝΤΙΑΜΑΣ bbox=[280, 2296, 369, 2311]
paragraph: Ἐνῷ αἱ ἐργατικαὶ μᾶζαι τῆς χώρας ἀγωνίζονται διὰ τὴν βελτίωσιν τῆς θέσεως των, οἱ σοσιαλφασίσται ἐπιχειροῦν νὰ διασπάσουν τὸ μέτωπον τῶν ἐργατῶν καὶ νὰ παραδώσουν τοὺς ἀγῶνας εἰς τὰ χέρια τῆς ἐργοδοσίας. Οἱ ἐργάται ὅμως ἀντιλαμβάνονται τὸν ρόλον των καὶ ἐπιμένουν εἰς τὰς διεκδικήσεις των μὲ ἀπόλυτον ἀλληλεγγύην καὶ πειθαρχίαν πρὸς τὰς ἀποφάσεις τῶν ὀργανώσεών των. bbox=[1051, 884, 1216, 1087]
article-title: Η ΤΡΟΠΟΠΟΙΗΣΙΣ ΤΗΣ ΕΒΔΟΜΑΔ. ΑΝΑΠΑΥΣΕΩΣ ΕΙΣ ΒΑΡΟΣ ΤΩΝ ΕΡΓΑΤΩΝ ΤΟΥ ΕΠΙΣΙΤΙΣΜΟΥ bbox=[1051, 392, 1396, 446]
signature: Εργάτης Ισκ. Ν. Κόπιος bbox=[518, 781, 652, 795]
section-subheading: ΤΑ ΧΘΕΣΙΝΑ ΔΙΑΒΗΜΑΤΑ bbox=[94, 857, 239, 872]
signature: Εργάτης της Πάουερ bbox=[912, 343, 1029, 356]
ad-text: ΣΥΦΙΛΙΔΟΛΟΓΟΣ ΟΥΡΟΛΟΓΟΣ ΓΥΝΑΙΚΟΛΟΓΟΣ bbox=[481, 932, 644, 957]
signature: Ο Γραμματεύς bbox=[948, 1348, 1029, 1362]
ad-text: ΩΤΟ - ΡΙΝΟ - ΛΑΡΥΓΓΟΛΟΓΟΣ bbox=[679, 1069, 840, 1082]
article-body bbox=[90, 177, 455, 593]
masthead bbox=[87, 33, 1399, 54]
article-subtitle: ΠΡΟΣΠΑΘΟΥΝ ΝΑ ΕΠΙΠΛΕΥΣΟΥΝ ΜΕ ΣΥΚΟΦΑΝΤΙΕΣ bbox=[120, 159, 425, 174]
article-title: ΕΙΣ ΤΟ ΣΟΣΙΑΛΙΣΤΙΚΟ ΒΙΒΛΙΟΠΩΛΕΙΟ ΠΩΛΟΥΝΤΑΙ: bbox=[1231, 1549, 1397, 1577]
article-body bbox=[90, 1622, 455, 1846]
paragraph: Ἐνῷ αἱ ἐργατικαὶ μᾶζαι τῆς χώρας ἀγωνίζονται διὰ τὴν βελτίωσιν τῆς θέσεως των, οἱ σοσιαλφασίσται ἐπιχειροῦν νὰ διασπάσουν τὸ μέτωπον τῶν ἐργατῶν καὶ νὰ παραδώσουν τοὺς ἀγῶνας εἰς τὰ χέρια τῆς ἐργοδοσίας. Οἱ ἐργάται ὅμως ἀντιλαμβάνονται τὸν ρόλον των καὶ ἐπιμένουν εἰς τὰς διεκδικήσεις των μὲ ἀπόλυτον ἀλληλεγγύην καὶ πειθαρχίαν πρὸς τὰς ἀποφάσεις τῶν ὀργανώσεών των. bbox=[1051, 1563, 1216, 1767]
advertisement bbox=[665, 1431, 854, 1469]
divider bbox=[1048, 386, 1399, 388]
divider bbox=[860, 1088, 1035, 1089]
article-title: ΟΙ ΕΡΓΑΤΙΚΕΣ ΣΥΝΟΙΚΙΕΣ ΔΡΑΜΑΣ bbox=[471, 559, 619, 587]
paragraph: Ἐνῷ αἱ ἐργατικαὶ μᾶζαι τῆς χώρας ἀγωνίζονται διὰ τὴν βελτίωσιν τῆς θέσεως των, οἱ σοσιαλφασίσται ἐπιχειροῦν νὰ διασπάσουν τὸ μέτωπον τῶν ἐργατῶν καὶ νὰ παραδώσουν τοὺς ἀγῶνας εἰς τὰ χέρια τῆς ἐργοδοσίας. Οἱ ἐργάται ὅμως ἀντιλαμβάνονται τὸν ρόλον των καὶ ἐπιμένουν εἰς τὰς διεκδικήσεις των μὲ ἀπόλυτον ἀλληλεγγύην καὶ πειθαρχίαν πρὸς τὰς ἀποφάσεις τῶν ὀργανώσεών των. bbox=[1231, 1786, 1396, 1990]
ad-name: Σ. ΣΟΦΡΟΝΙΑΔΗΣ bbox=[672, 1229, 847, 1253]
paragraph: Ἐνῷ αἱ ἐργατικαὶ μᾶζαι τῆς χώρας ἀγωνίζονται διὰ τὴν βελτίωσιν τῆς θέσεως των, οἱ σοσιαλφασίσται ἐπιχειροῦν νὰ διασπάσουν τὸ μέτωπον τῶν ἐργατῶν καὶ νὰ παραδώσουν τοὺς ἀγῶνας εἰς τὰ χέρια τῆς ἐργοδοσίας. Οἱ ἐργάται ὅμως ἀντιλαμβάνονται τὸν ρόλον των καὶ ἐπιμένουν εἰς τὰς διεκδικήσεις των μὲ ἀπόλυτον ἀλληλεγγύην καὶ πειθαρχίαν πρὸς τὰς ἀποφάσεις τῶν ὀργανώσεών των. bbox=[94, 874, 265, 1077]
paragraph: Ἐνῷ αἱ ἐργατικαὶ μᾶζαι τῆς χώρας ἀγωνίζονται διὰ τὴν βελτίωσιν τῆς θέσεως των, οἱ σοσιαλφασίσται ἐπιχειροῦν νὰ διασπάσουν τὸ μέτωπον τῶν ἐργατῶν καὶ νὰ παραδώσουν τοὺς ἀγῶνας εἰς τὰ χέρια τῆς ἐργοδοσίας. Οἱ ἐργάται ὅμως ἀντιλαμβάνονται τὸν ρόλον των καὶ ἐπιμένουν εἰς τὰς διεκδικήσεις των μὲ ἀπόλυτον ἀλληλεγγύην καὶ πειθαρχίαν πρὸς τὰς ἀποφάσεις τῶν ὀργανώσεών των. bbox=[94, 179, 265, 382]
article-title: ΟΙ ΣΑΚΑΡΑΣΕΣ ΕΡΙΖΟΥΝ ΤΟΥΣ ΕΡΓΑΤΕΣ ΣΩΦΕΡ bbox=[877, 361, 1021, 389]
ad-text: ΙΑΤΡΟΣ bbox=[735, 1214, 784, 1231]
paragraph: Ἐνῷ αἱ ἐργατικαὶ μᾶζαι τῆς χώρας ἀγωνίζονται διὰ τὴν βελτίωσιν τῆς θέσεως των, οἱ σοσιαλφασίσται ἐπιχειροῦν νὰ διασπάσουν τὸ μέτωπον τῶν ἐργατῶν καὶ νὰ παραδώσουν τοὺς ἀγῶνας εἰς τὰ χέρια τῆς ἐργοδοσίας. Οἱ ἐργάται ὅμως ἀντιλαμβάνονται τὸν ρόλον των καὶ ἐπιμένουν εἰς τὰς διεκδικήσεις των μὲ ἀπόλυτον ἀλληλεγγύην καὶ πειθαρχίαν πρὸς τὰς ἀποφάσεις τῶν ὀργανώσεών των. bbox=[1231, 676, 1396, 880]
signature: Ο Γεν. Γραμματεύς bbox=[155, 1830, 263, 1844]
article-title: Η ΔΙΚΗ ΤΗΣ ΕΡΓΑΤΙΚΗΣ ΒΟΗΘΕΙΑΣ ΤΡΙΚΚΑΛΩΝ bbox=[102, 1858, 443, 1875]
paragraph: Ἐνῷ αἱ ἐργατικαὶ μᾶζαι τῆς χώρας ἀγωνίζονται διὰ τὴν βελτίωσιν τῆς θέσεως των, οἱ σοσιαλφασίσται ἐπιχειροῦν νὰ διασπάσουν τὸ μέτωπον τῶν ἐργατῶν καὶ νὰ παραδώσουν τοὺς ἀγῶνας εἰς τὰ χέρια τῆς ἐργοδοσίας. Οἱ ἐργάται ὅμως ἀντιλαμβάνονται τὸν ρόλον των καὶ ἐπιμένουν εἰς τὰς διεκδικήσεις των μὲ ἀπόλυτον ἀλληλεγγύην καὶ πειθαρχίαν πρὸς τὰς ἀποφάσεις τῶν ὀργανώσεών των. bbox=[94, 1879, 265, 2083]
ad-address: ΒΕΡΑΝΖΕΡΟΥ 22 bbox=[517, 865, 608, 878]
article-title: Η ΚΙΝΗΣΗ ΤΩΝ ΣΟΣΙΑΛΦΑΣΙΣΤΩΝ ΓΙΑ ΤΗΝ ΝΑΥΠΗΓΗΣΗ ΝΑΥΤΙΚΟΥ ΣΥΝΕΔΡΙΟΥ bbox=[103, 1328, 442, 1365]
paragraph: Ἐνῷ αἱ ἐργατικαὶ μᾶζαι τῆς χώρας ἀγωνίζονται διὰ τὴν βελτίωσιν τῆς θέσεως των, οἱ σοσιαλφασίσται ἐπιχειροῦν νὰ διασπάσουν τὸ μέτωπον τῶν ἐργατῶν καὶ νὰ παραδώσουν τοὺς ἀγῶνας εἰς τὰ χέρια τῆς ἐργοδοσίας. Οἱ ἐργάται ὅμως ἀντιλαμβάνονται τὸν ρόλον των καὶ ἐπιμένουν εἰς τὰς διεκδικήσεις των μὲ ἀπόλυτον ἀλληλεγγύην καὶ πειθαρχίαν πρὸς τὰς ἀποφάσεις τῶν ὀργανώσεών των. bbox=[280, 2313, 451, 2516]
paragraph: Ἐνῷ αἱ ἐργατικαὶ μᾶζαι τῆς χώρας ἀγωνίζονται διὰ τὴν βελτίωσιν τῆς θέσεως των, οἱ σοσιαλφασίσται ἐπιχειροῦν νὰ διασπάσουν τὸ μέτωπον τῶν ἐργατῶν καὶ νὰ παραδώσουν τοὺς ἀγῶνας εἰς τὰ χέρια τῆς ἐργοδοσίας. Οἱ ἐργάται ὅμως ἀντιλαμβάνονται τὸν ρόλον των καὶ ἐπιμένουν εἰς τὰς διεκδικήσεις των μὲ ἀπόλυτον ἀλληλεγγύην καὶ πειθαρχίαν πρὸς τὰς ἀποφάσεις τῶν ὀργανώσεών των. bbox=[864, 1628, 1031, 1831]
paragraph: Ἐνῷ αἱ ἐργατικαὶ μᾶζαι τῆς χώρας ἀγωνίζονται διὰ τὴν βελτίωσιν τῆς θέσεως των, οἱ σοσιαλφασίσται ἐπιχειροῦν νὰ διασπάσουν τὸ μέτωπον τῶν ἐργατῶν καὶ νὰ παραδώσουν τοὺς ἀγῶνας εἰς τὰ χέρια τῆς ἐργοδοσίας. Οἱ ἐργάται ὅμως ἀντιλαμβάνονται τὸν ρόλον των καὶ ἐπιμένουν εἰς τὰς διεκδικήσεις των μὲ ἀπόλυτον ἀλληλεγγύην καὶ πειθαρχίαν πρὸς τὰς ἀποφάσεις τῶν ὀργανώσεών των. bbox=[1051, 469, 1216, 672]
advertisement bbox=[468, 888, 657, 1166]
ad-text: Ἐνῷ αἱ ἐργατικαὶ μᾶζαι τῆς χώρας ἀγωνίζονται διὰ τὴν βελτίωσιν τῆς θέσεως των, οἱ σοσιαλφασίσται ἐπιχειροῦν νὰ διασπάσουν τὸ μέτωπον τῶν ἐργατῶν καὶ νὰ παραδώσουν τοὺς ἀγῶνας εἰς τὰ χέρια τῆς ἐργοδοσίας. Οἱ ἐργάται ὅμως ἀντιλαμβάνονται τὸν ρόλον των καὶ ἐπιμένουν εἰς τὰς διεκδικήσεις των μὲ ἀπόλυτον ἀλληλεγγύην καὶ πειθαρχίαν πρὸς τὰς ἀποφάσεις τῶν ὀργανώσεών των. bbox=[478, 961, 647, 1130]
paragraph: Ἐνῷ αἱ ἐργατικαὶ μᾶζαι τῆς χώρας ἀγωνίζονται διὰ τὴν βελτίωσιν τῆς θέσεως των, οἱ σοσιαλφασίσται ἐπιχειροῦν νὰ διασπάσουν τὸ μέτωπον τῶν ἐργατῶν καὶ νὰ παραδώσουν τοὺς ἀγῶνας εἰς τὰ χέρια τῆς ἐργοδοσίας. Οἱ ἐργάται ὅμως ἀντιλαμβάνονται τὸν ρόλον των καὶ ἐπιμένουν εἰς τὰς διεκδικήσεις των μὲ ἀπόλυτον ἀλληλεγγύην καὶ πειθαρχίαν πρὸς τὰς ἀποφάσεις τῶν ὀργανώσεών των. bbox=[280, 667, 451, 870]
advertisement bbox=[665, 1105, 854, 1203]
ad-address: ΟΔΟΣ ΣΩΚΡΑΤΟΥΣ 58 ΟΜΟΝΟΙΑ bbox=[490, 1129, 635, 1161]
advertisement bbox=[468, 815, 657, 884]
article-subtitle: ΤΜΗΜΑ ΑΘΗΝΩΝ bbox=[897, 1403, 998, 1418]
paragraph: Ἐνῷ αἱ ἐργατικαὶ μᾶζαι τῆς χώρας ἀγωνίζονται διὰ τὴν βελτίωσιν τῆς θέσεως των, οἱ σοσιαλφασίσται ἐπιχειροῦν νὰ διασπάσουν τὸ μέτωπον τῶν ἐργατῶν καὶ νὰ παραδώσουν τοὺς ἀγῶνας εἰς τὰ χέρια τῆς ἐργοδοσίας. Οἱ ἐργάται ὅμως ἀντιλαμβάνονται τὸν ρόλον των καὶ ἐπιμένουν εἰς τὰς διεκδικήσεις των μὲ ἀπόλυτον ἀλληλεγγύην καὶ πειθαρχίαν πρὸς τὰς ἀποφάσεις τῶν ὀργανώσεών των. bbox=[668, 157, 851, 346]
article-title: Η ΑΓΑΝΑΚΤΗΣΙΣ ΤΩΝ ΣΙΔΗΡΟΔΡΟΜΙΚΩΝ ΚΑΤΑ ΤΩΝ ΣΟΣΙΑΛΦΑΣΙΣΤΩΝ ΤΗΣ Π.Ο.Σ. bbox=[99, 118, 447, 157]
column-rule bbox=[460, 72, 462, 2024]
article-body bbox=[90, 1367, 455, 1576]
paragraph: Ἐνῷ αἱ ἐργατικαὶ μᾶζαι τῆς χώρας ἀγωνίζονται διὰ τὴν βελτίωσιν τῆς θέσεως των, οἱ σοσιαλφασίσται ἐπιχειροῦν νὰ διασπάσουν τὸ μέτωπον τῶν ἐργατῶν καὶ νὰ παραδώσουν τοὺς ἀγῶνας εἰς τὰ χέρια τῆς ἐργοδοσίας. Οἱ ἐργάται ὅμως ἀντιλαμβάνονται τὸν ρόλον των καὶ ἐπιμένουν εἰς τὰς διεκδικήσεις των μὲ ἀπόλυτον ἀλληλεγγύην καὶ πειθαρχίαν πρὸς τὰς ἀποφάσεις τῶν ὀργανώσεών των. bbox=[94, 1624, 265, 1828]
divider bbox=[1048, 1096, 1399, 1097]
advertisement bbox=[468, 1416, 657, 1439]
article-body bbox=[1048, 1103, 1399, 1993]
ad-heading: ΔΙΑ ΤΑ ΑΦΡΟΔΙΣΙΑ bbox=[500, 819, 625, 836]
divider bbox=[1227, 1542, 1399, 1543]
paragraph: Ἐνῷ αἱ ἐργατικαὶ μᾶζαι τῆς χώρας ἀγωνίζονται διὰ τὴν βελτίωσιν τῆς θέσεως των, οἱ σοσιαλφασίσται ἐπιχειροῦν νὰ διασπάσουν τὸ μέτωπον τῶν ἐργατῶν καὶ νὰ παραδώσουν τοὺς ἀγῶνας εἰς τὰ χέρια τῆς ἐργοδοσίας. Οἱ ἐργάται ὅμως ἀντιλαμβάνονται τὸν ρόλον των καὶ ἐπιμένουν εἰς τὰς διεκδικήσεις των μὲ ἀπόλυτον ἀλληλεγγύην καὶ πειθαρχίαν πρὸς τὰς ἀποφάσεις τῶν ὀργανώσεών των. bbox=[1231, 469, 1396, 672]
paragraph: Ἐνῷ αἱ ἐργατικαὶ μᾶζαι τῆς χώρας ἀγωνίζονται διὰ τὴν βελτίωσιν τῆς θέσεως των, οἱ σοσιαλφασίσται ἐπιχειροῦν νὰ διασπάσουν τὸ μέτωπον τῶν ἐργατῶν καὶ νὰ παραδώσουν τοὺς ἀγῶνας εἰς τὰ χέρια τῆς ἐργοδοσίας. Οἱ ἐργάται ὅμως ἀντιλαμβάνονται τὸν ρόλον των καὶ ἐπιμένουν εἰς τὰς διεκδικήσεις των μὲ ἀπόλυτον ἀλληλεγγύην καὶ πειθαρχίαν πρὸς τὰς ἀποφάσεις τῶν ὀργανώσεών των. bbox=[864, 136, 1031, 340]
column-4 bbox=[1048, 114, 1399, 2020]
article-body bbox=[1048, 467, 1399, 1090]
ad-text: ΙΑΤΡΟΣ bbox=[538, 916, 587, 933]
article-title: Ο ΑΠΟΚΛΕΙΣΜΟΣ ΤΩΝ ΠΡΟΣΦΥΓΩΝ ΦΟΙΤΗΤΩΝ ΑΠΟ ΤΟ ΣΥΣΣΙΤΙΟ bbox=[96, 1587, 449, 1620]
paragraph: Ἐνῷ αἱ ἐργατικαὶ μᾶζαι τῆς χώρας ἀγωνίζονται διὰ τὴν βελτίωσιν τῆς θέσεως των, οἱ σοσιαλφασίσται ἐπιχειροῦν νὰ διασπάσουν τὸ μέτωπον τῶν ἐργατῶν καὶ νὰ παραδώσουν τοὺς ἀγῶνας εἰς τὰ χέρια τῆς ἐργοδοσίας. Οἱ ἐργάται ὅμως ἀντιλαμβάνονται τὸν ρόλον των καὶ ἐπιμένουν εἰς τὰς διεκδικήσεις των μὲ ἀπόλυτον ἀλληλεγγύην καὶ πειθαρχίαν πρὸς τὰς ἀποφάσεις τῶν ὀργανώσεών των. bbox=[1051, 1130, 1216, 1333]
ad-text: ΟΔΟΝΤΙΑΤΡΟΣ bbox=[513, 1221, 612, 1237]
ad-text: νοσήματα bbox=[537, 835, 588, 848]
divider bbox=[90, 598, 455, 600]
ad-text: ΠΑΥΛΟΥ ΛΟΥΙΖΙΔΟΥ bbox=[705, 1170, 814, 1183]
